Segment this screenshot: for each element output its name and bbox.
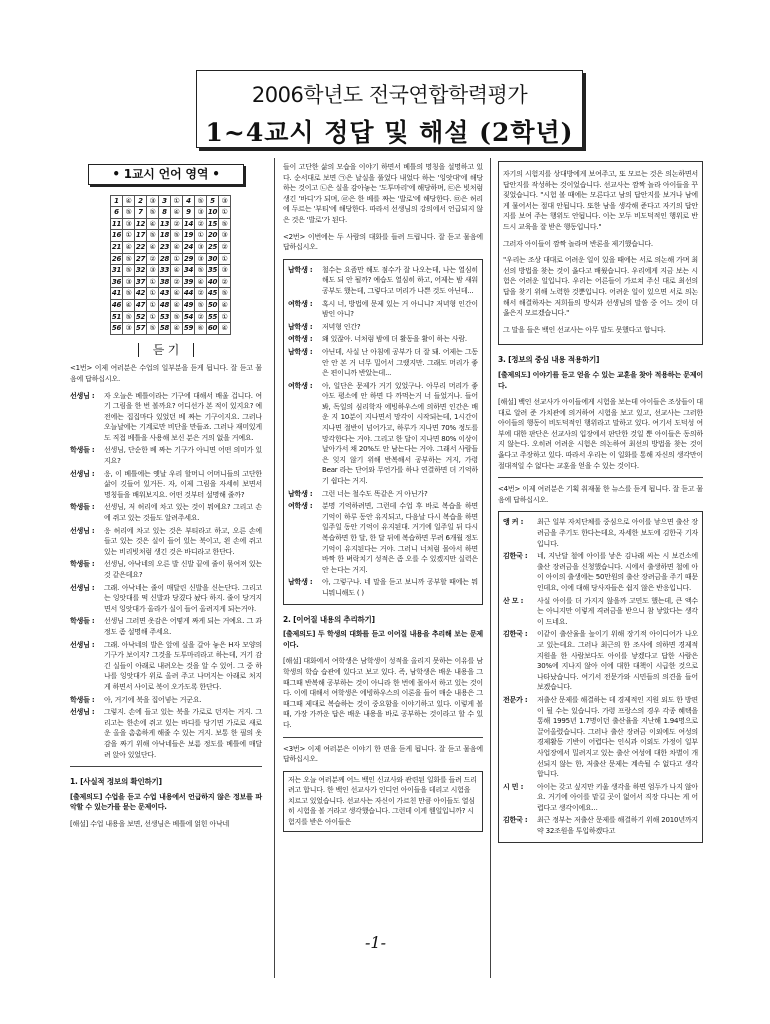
speaker: 학생들 :	[70, 446, 95, 455]
answer-choice: ⑤	[195, 299, 207, 311]
utterance: 아이는 갖고 싶지만 키울 생각을 하면 엄두가 나지 않아요. 거기에 아이를 맡길 곳이 없어서 직장 다니는 게 어렵다고 생각이에요...	[537, 782, 698, 812]
question-number: 58	[159, 323, 171, 335]
q2-title: 2. [이어질 내용의 추리하기]	[283, 614, 375, 624]
answer-choice: ②	[195, 288, 207, 300]
dialog-line	[70, 583, 262, 615]
question-number: 46	[111, 299, 123, 311]
dialog-4	[498, 511, 703, 842]
story-p3: "우리는 조상 대대로 어려운 일이 있을 때에는 서로 의논해 가며 최선의 방법을 찾는 것이 옳다고 배웠습니다. 우리에게 지금 보는 시험은 어려운 일입니다. 우리는 어른들이 가르쳐 주신 대로 최선의 답을 찾기 위해 노력한 것뿐입니다. 어려운 일이 있으면 서로 의논해서 해결하자는 저희들의 방식과 선생님의 말씀 중 어느 것이 더 옳은지 모르겠습니다."	[503, 256, 698, 318]
answer-choice: ⑤	[195, 195, 207, 207]
utterance: 자 오늘은 베틀이라는 기구에 대해서 배울 겁니다. 여기 그림을 한 번 볼까요? 어디선가 본 적이 있지요? 예전에는 집집마다 있었던 베 짜는 기구이지요. 그러나 오늘날에는 기계로만 비단을 만들죠. 그러나 재미있게도 직접 베틀을 사용해 보신 분은 거의 없을 거예요.	[104, 391, 262, 442]
answer-choice: ⑤	[123, 265, 135, 277]
question-number: 25	[207, 241, 219, 253]
dialog-line	[288, 501, 478, 575]
dialog-line	[288, 334, 478, 345]
answer-choice: ③	[195, 207, 207, 219]
speaker: 남학생 :	[288, 347, 313, 356]
speaker: 산 모 :	[503, 596, 524, 605]
utterance: 아, 일단은 문제가 거기 있었구나. 아무리 머리가 좋아도 평소에 안 하면 다 까먹는거 너 들었거나. 들어봐, 독일의 심리학자 에빙하우스에 의하면 인간은 배운 지 10분이 지나면서 망각이 시작되는데, 1시간이 지나면 절반이 넘어가고, 하루가 지나면 70% 정도를 망각한다는 거야. 그리고 한 달이 지나면 80% 이상이 날아가서 채 20%도 안 남는다는 거야. 그래서 사람들은 잊지 않기 위해 반복해서 공부하는 거지, 가령 Bear 라는 단어와 무언가를 하나 연결하면 더 기억하기 쉽다는 거지.	[322, 381, 478, 486]
answer-row	[111, 323, 231, 335]
answer-choice: ④	[171, 265, 183, 277]
dialog-line	[70, 526, 262, 558]
question-number: 48	[159, 299, 171, 311]
answer-choice: ③	[219, 265, 231, 277]
answer-choice: ④	[171, 241, 183, 253]
speaker: 시 민 :	[503, 782, 524, 791]
answer-choice: ⑤	[171, 230, 183, 242]
speaker: 앵 커 :	[503, 518, 524, 527]
question-number: 4	[183, 195, 195, 207]
dialog-line	[288, 381, 478, 487]
q1-comment-cont: 들이 고단한 삶의 모습을 이야기 하면서 베틀의 명칭을 설명하고 있다. 순서대로 보면 ㉠은 날실을 풀었다 내었다 하는 '잉앗대'에 해당하는 것이고 ㉡은 실을 감아놓는 '도투마리'에 해당하며, ㉢은 빗처럼 생긴 '바디'가 되며, ㉣은 한 베를 짜는 '발로'에 해당한다. ㉤은 허리에 두르는 '부티'에 해당한다. 따라서 선생님의 강의에서 언급되지 않은 것은 '발로'가 된다.	[283, 163, 483, 224]
question-number: 45	[207, 288, 219, 300]
answer-choice: ⑤	[219, 288, 231, 300]
answer-choice: ③	[123, 323, 135, 335]
section-label: • 1교시 언어 영역 •	[88, 164, 244, 185]
dialog-line	[70, 469, 262, 501]
q1-intent: [출제의도] 수업을 듣고 수업 내용에서 언급하지 않은 정보를 파악할 수 있는가를 묻는 문제이다.	[70, 792, 262, 812]
question-number: 19	[183, 230, 195, 242]
question-number: 24	[183, 241, 195, 253]
answer-choice: ②	[195, 311, 207, 323]
divider	[498, 477, 703, 478]
utterance: 그래. 아낙네의 발은 앞에 실을 갈아 놓은 H자 모양의 기구가 보이지? 그것을 도투마리라고 하는데, 거기 감긴 실들이 아래로 내려오는 것을 알 수 있어. 그 중 하나를 잉앗대가 위로 올려 주고 나머지는 아래로 처지게 하면서 사이로 북이 오가도록 한단다.	[104, 640, 262, 691]
answer-choice: ②	[171, 276, 183, 288]
utterance: 응, 이 베틀에는 옛날 우리 할머니 어머니들의 고단한 삶이 깃들어 있거든. 자, 이제 그림을 자세히 보면서 명칭들을 배워보지요. 어떤 것부터 설명해 줄까?	[104, 469, 262, 499]
question-number: 36	[111, 276, 123, 288]
speaker: 학생들 :	[70, 560, 95, 569]
answer-choice: ①	[147, 276, 159, 288]
question-number: 14	[183, 218, 195, 230]
answer-choice: ④	[195, 276, 207, 288]
answer-choice: ②	[171, 218, 183, 230]
utterance: 그렇지. 손에 들고 있는 북을 가로로 던지는 거지. 그리고는 한손에 쥐고 있는 바디를 당기면 가로로 새로운 올을 촘촘하게 해줄 수 있는 거지. 보통 한 필의 옷감을 짜기 위해 아낙네들은 보름 정도를 베틀에 매달려 앉아 있었단다.	[104, 708, 262, 759]
speaker: 김한국 :	[503, 630, 528, 639]
utterance: 아닌데, 사실 난 아침에 공부가 더 잘 돼. 어제는 그동안 안 본 거 너무 밀어서 그랬지만. 그래도 머리가 좋은 편이니까 반았는데...	[322, 347, 478, 378]
column-divider	[490, 158, 491, 978]
answer-choice: ③	[123, 218, 135, 230]
utterance: 혹시 너, 방법에 문제 있는 거 아니니? 저녁형 인간이 밤인 아니?	[322, 299, 478, 319]
question-number: 55	[207, 311, 219, 323]
q4-intro: <4번> 이제 여러분은 기획 취재물 한 뉴스를 듣게 됩니다. 잘 듣고 물음에 답하십시오.	[498, 485, 703, 504]
question-number: 60	[207, 323, 219, 335]
dialog-line	[503, 551, 698, 593]
utterance: 저출산 문제를 해결하는 데 경제적인 지원 외도 한 방편이 될 수는 있습니다. 가령 프랑스의 경우 각종 혜택을 통해 1995년 1.7명이던 출산율을 지난해 1.94명으로 끌어올렸습니다. 그러나 출산 장려금 이외에도 여성의 경제활동 기반이 어렵다는 인식과 이외도 가정이 일부 사업장에서 밀려지고 있는 출산 여성에 대한 차별이 개선되지 않는 한, 저출산 문제는 계속될 수 없다고 생각합니다.	[537, 695, 698, 779]
speaker: 여학생 :	[288, 299, 313, 308]
page-number: -1-	[365, 933, 386, 952]
speaker: 선생님 :	[70, 469, 95, 478]
answer-choice: ④	[147, 218, 159, 230]
question-number: 30	[207, 253, 219, 265]
question-number: 40	[207, 276, 219, 288]
answer-choice: ④	[123, 299, 135, 311]
speaker: 남학생 :	[288, 322, 313, 331]
answer-choice: ①	[219, 207, 231, 219]
utterance: 그래. 아낙네는 줄이 매달린 신발을 신는단다. 그리고는 잉앗대를 떡 신발과 당겼다 놨다 하지. 줄이 당겨지면서 잉앗대가 올라가 실이 들어 올려지게 되는거야.	[104, 583, 262, 613]
answer-choice: ④	[171, 288, 183, 300]
dialog-line	[503, 782, 698, 814]
answer-choice: ④	[219, 299, 231, 311]
answer-choice: ②	[195, 218, 207, 230]
question-number: 32	[135, 265, 147, 277]
answer-choice: ⑤	[219, 218, 231, 230]
dialog-line	[70, 707, 262, 760]
answer-choice: ⑤	[123, 207, 135, 219]
answer-choice: ①	[171, 195, 183, 207]
speaker: 전문가 :	[503, 695, 528, 704]
question-number: 44	[183, 288, 195, 300]
question-number: 21	[111, 241, 123, 253]
exam-subtitle: 1~4교시 정답 및 해설 (2학년)	[205, 118, 574, 147]
dialog-line	[70, 502, 262, 523]
dialog-line	[288, 265, 478, 297]
question-number: 13	[159, 218, 171, 230]
question-number: 15	[207, 218, 219, 230]
question-number: 52	[135, 311, 147, 323]
answer-row	[111, 311, 231, 323]
title-box	[196, 70, 583, 148]
answer-choice: ①	[195, 230, 207, 242]
answer-choice: ①	[171, 253, 183, 265]
answer-choice: ④	[171, 323, 183, 335]
dialog-line	[288, 577, 478, 598]
utterance: 선생님, 아낙네의 오른 발 신발 끝에 줄이 묶여져 있는 것 같은데요?	[104, 560, 262, 579]
answer-choice: ①	[123, 230, 135, 242]
divider	[70, 766, 262, 767]
answer-choice: ④	[171, 207, 183, 219]
answer-row	[111, 195, 231, 207]
utterance: 선생님, 단순한 베 짜는 기구가 아니면 어떤 의미가 있지요?	[104, 446, 262, 466]
dialog-line	[70, 559, 262, 580]
question-number: 11	[111, 218, 123, 230]
answer-row	[111, 299, 231, 311]
story-p4: 그 말을 들은 백인 선교사는 아무 말도 못했다고 합니다.	[503, 325, 666, 334]
question-number: 33	[159, 265, 171, 277]
utterance: 저녁형 인간?	[322, 322, 361, 331]
speaker: 김한국 :	[503, 816, 528, 825]
question-number: 28	[159, 253, 171, 265]
answer-choice: ⑤	[147, 230, 159, 242]
exam-title: 2006학년도 전국연합학력평가	[251, 83, 528, 107]
dialog-line	[70, 640, 262, 693]
speaker: 남학생 :	[288, 265, 313, 274]
q2-intro: <2번> 이번에는 두 사람의 대화를 들려 드립니다. 잘 듣고 물음에 답하십시오.	[283, 232, 483, 252]
speaker: 학생들 :	[70, 695, 95, 704]
q3-intro: <3번> 이제 여러분은 이야기 한 편을 듣게 됩니다. 잘 듣고 물음에 답하십시오.	[283, 744, 483, 764]
speaker: 여학생 :	[288, 381, 313, 390]
question-number: 51	[111, 311, 123, 323]
question-number: 31	[111, 265, 123, 277]
utterance: 최근 일부 자치단체를 중심으로 아이를 낳으면 출산 장려금을 주기도 한다는데요, 자세한 보도에 김한국 기자입니다.	[537, 518, 698, 548]
question-number: 3	[159, 195, 171, 207]
dialog-line	[70, 616, 262, 637]
answer-choice: ④	[123, 241, 135, 253]
answer-choice: ③	[219, 230, 231, 242]
question-number: 22	[135, 241, 147, 253]
utterance: 선생님 그러면 옷감은 어떻게 짜게 되는 거예요. 그 과정도 좀 설명해 주세요.	[104, 617, 262, 636]
answer-choice: ②	[219, 276, 231, 288]
question-number: 57	[135, 323, 147, 335]
question-number: 20	[207, 230, 219, 242]
question-number: 43	[159, 288, 171, 300]
answer-choice: ③	[219, 195, 231, 207]
answer-row	[111, 253, 231, 265]
question-number: 39	[183, 276, 195, 288]
divider	[283, 737, 483, 738]
question-number: 56	[111, 323, 123, 335]
answer-choice: ②	[219, 241, 231, 253]
dialog-line	[503, 517, 698, 549]
question-number: 34	[183, 265, 195, 277]
question-number: 50	[207, 299, 219, 311]
dialog-line	[503, 629, 698, 693]
answer-choice: ①	[147, 311, 159, 323]
answer-choice: ③	[195, 253, 207, 265]
question-number: 59	[183, 323, 195, 335]
story-p1: 자기의 시험지를 상대방에게 보여주고, 또 모르는 것은 의논하면서 답안지를 작성하는 것이었습니다. 선교사는 깜짝 놀라 아이들을 꾸짖었습니다. "시험 볼 때에는 모른다고 남의 답안지를 보거나 남에게 물어서는 절대 안됩니다. 또한 남을 생각해 준다고 자기의 답안지를 보여 주는 행위도 안됩니다. 이는 모두 비도덕적인 행위로 반드시 교육을 잘 받은 행동입니다."	[503, 170, 698, 231]
answer-row	[111, 265, 231, 277]
answer-choice: ①	[219, 311, 231, 323]
question-number: 9	[183, 207, 195, 219]
q1-comment: [해설] 수업 내용을 보면, 선생님은 베틀에 얽힌 아낙네	[70, 819, 230, 828]
q3-comment: [해설] 백인 선교사가 아이들에게 시험을 보는데 아이들은 조상들이 대대로 알려 준 가치관에 의거하여 시험을 보고 있고, 선교사는 그러한 아이들의 행동이 비도덕적인 행위라고 말하고 있다. 여기서 도덕성 여부에 대한 판단은 선교사의 입장에서 판단한 것일 뿐 아이들은 동의하지 않는다. 오히려 어려운 시험은 의논하여 최선의 방법을 찾는 것이 옳다고 주장하고 있다. 따라서 우리는 이 일화를 통해 자신의 생각만이 절대적일 수 없다는 교훈을 얻을 수 있는 것이다.	[498, 398, 703, 470]
column-2	[283, 158, 483, 838]
question-number: 1	[111, 195, 123, 207]
question-number: 8	[159, 207, 171, 219]
answer-row	[111, 241, 231, 253]
question-number: 10	[207, 207, 219, 219]
answer-choice: ⑤	[123, 311, 135, 323]
question-number: 2	[135, 195, 147, 207]
q1-intro: <1번> 이제 여러분은 수업의 일부분을 듣게 됩니다. 잘 듣고 물음에 답하십시오.	[70, 364, 262, 383]
speaker: 학생들 :	[70, 617, 95, 626]
speaker: 여학생 :	[288, 335, 313, 344]
answer-row	[111, 276, 231, 288]
dialog-line	[288, 347, 478, 379]
column-3	[498, 158, 703, 849]
dialog-1	[70, 391, 262, 761]
dialog-line	[288, 322, 478, 333]
question-number: 41	[111, 288, 123, 300]
column-1	[70, 158, 262, 835]
answer-choice: ⑥	[195, 323, 207, 335]
question-number: 18	[159, 230, 171, 242]
utterance: 사실 아이를 더 가지지 않을까 고민도 했는데, 큰 액수는 아니지만 이렇게 격려금을 받으니 참 낳았다는 생각이 드네요.	[537, 596, 698, 626]
utterance: 아, 거기에 북을 집어넣는 거군요.	[104, 695, 202, 704]
dialog-line	[503, 815, 698, 836]
q1-title: 1. [사실적 정보의 확인하기]	[70, 777, 162, 787]
answer-choice: ①	[147, 299, 159, 311]
question-number: 16	[111, 230, 123, 242]
utterance: 응 허리에 차고 있는 것은 부티라고 하고, 오른 손에 들고 있는 것은 실이 들어 있는 북이고, 왼 손에 쥐고 있는 비리빗처럼 생긴 것은 바디라고 한단다.	[104, 526, 262, 556]
q3-title: 3. [정보의 중심 내용 적용하기]	[498, 355, 600, 365]
story-p2: 그러자 아이들이 깜짝 놀라며 반론을 제기했습니다.	[503, 239, 653, 248]
question-number: 17	[135, 230, 147, 242]
speaker: 선생님 :	[70, 391, 95, 400]
answer-choice: ③	[147, 195, 159, 207]
question-number: 12	[135, 218, 147, 230]
q3-intent: [출제의도] 이야기를 듣고 얻을 수 있는 교훈을 찾아 적용하는 문제이다.	[498, 370, 703, 390]
utterance: 아, 그렇구나. 네 말을 듣고 보니까 공부할 때에는 뭐니뭐니해도 ( )	[322, 578, 478, 597]
answer-choice: ③	[123, 276, 135, 288]
column-divider	[274, 158, 275, 978]
question-number: 47	[135, 299, 147, 311]
speaker: 김한국 :	[503, 552, 528, 561]
utterance: 왜 있잖아. 너처럼 밤에 더 활동을 활이 하는 사람.	[322, 335, 467, 344]
speaker: 선생님 :	[70, 526, 95, 535]
answer-choice: ⑤	[123, 288, 135, 300]
answer-row	[111, 218, 231, 230]
answer-choice: ⑤	[195, 265, 207, 277]
answer-choice: ④	[171, 299, 183, 311]
speaker: 학생들 :	[70, 503, 95, 512]
listening-heading: 듣 기	[70, 345, 262, 356]
speaker: 선생님 :	[70, 583, 95, 592]
answer-choice: ④	[147, 241, 159, 253]
utterance: 이같이 출산율을 높이기 위해 장기적 아이디어가 나오고 있는데요. 그러나 최근의 한 조사에 의하면 경제적 지원을 한 사람보다도 아이를 낳겠다고 답한 사람은 30%에 지나지 않아 이에 대한 대책이 시급한 것으로 나타났습니다. 여기서 전문가와 시민들의 의견을 들어 보겠습니다.	[537, 630, 698, 692]
question-number: 42	[135, 288, 147, 300]
answer-choice: ④	[219, 323, 231, 335]
question-number: 54	[183, 311, 195, 323]
dialog-line	[503, 596, 698, 628]
utterance: 선생님, 저 허리에 차고 있는 것이 뭐예요? 그리고 손에 쥐고 있는 것들도 알려주세요.	[104, 503, 262, 523]
speaker: 선생님 :	[70, 708, 95, 717]
question-number: 35	[207, 265, 219, 277]
dialog-line	[70, 445, 262, 466]
answer-choice: ①	[219, 253, 231, 265]
utterance: 분명 기억하려면, 그런데 수업 후 바로 복습을 하면 기억이 하루 동안 유지되고, 다음날 다시 복습을 하면 일주일 동안 기억이 유지된대. 거기에 일주일 뒤 다시 복습하면 한 달, 한 달 뒤에 복습하면 무려 6개월 정도 기억이 유지된다는 거야. 그러니 너처럼 몰아서 하면 바짝 한 벼락치기 성적은 좀 오를 수 있겠지만 실력은 안 는다는 거지.	[322, 502, 478, 574]
question-number: 6	[111, 207, 123, 219]
speaker: 남학생 :	[288, 578, 313, 587]
answer-row	[111, 288, 231, 300]
utterance: 네, 지난달 철에 아이를 낳은 김나래 씨는 시 보건소에 출산 장려금을 신청했습니다. 시에서 출생하면 철에 아이 아이의 출생에는 50만원의 출산 장려금을 주기 때문인데요, 이에 대해 당사자들은 쉽지 않은 반응입니다.	[537, 552, 698, 592]
answer-choice: ①	[147, 288, 159, 300]
question-number: 37	[135, 276, 147, 288]
answer-choice: ⑤	[147, 323, 159, 335]
story-text: 저는 오늘 여러분께 어느 백인 신교사와 관련된 일화를 들려 드리려고 합니다. 한 백인 선교사가 인디언 아이들을 데리고 시험을 치르고 있었습니다. 선교사는 자신이 가르친 만큼 아이들도 열심히 시험을 볼 거라고 생각했습니다. 그런데 이게 웬일입니까? 시험지를 받은 아이들은	[288, 775, 477, 827]
answer-choice: ②	[147, 253, 159, 265]
answer-row	[111, 230, 231, 242]
dialog-line	[503, 695, 698, 780]
question-number: 38	[159, 276, 171, 288]
answer-table	[110, 195, 231, 335]
speaker: 선생님 :	[70, 640, 95, 649]
dialog-line	[288, 489, 478, 500]
utterance: 그런 너는 철수도 똑같은 거 아닌가?	[322, 489, 428, 498]
answer-row	[111, 207, 231, 219]
question-number: 26	[111, 253, 123, 265]
question-number: 49	[183, 299, 195, 311]
story-box	[283, 771, 483, 832]
answer-choice: ④	[123, 195, 135, 207]
utterance: 철수는 요즘만 해도 점수가 잘 나오는데, 나는 열심히 해도 되 안 될까? 예습도 열심히 하고, 어제는 밤 새워 공부도 했는데, 그렇다고 머리가 나쁜 것도 아닌데...	[322, 265, 478, 295]
question-number: 7	[135, 207, 147, 219]
story-box-cont	[498, 161, 703, 345]
dialog-line	[70, 391, 262, 444]
q2-comment: [해설] 대화에서 여학생은 남학생이 성적을 올리지 못하는 이유를 남학생의 학습 습관에 있다고 보고 있다. 즉, 남학생은 배운 내용을 그때그때 반복해 공부하는 것이 아니라 한 번에 몰아서 하고 있는 것이다. 이에 대해서 여학생은 에빙하우스의 이론을 들어 매순 내용은 그때그때 제대로 복습하는 것이 중요함을 이야기하고 있다. 이렇게 볼 때, 가장 가까운 답은 배운 내용을 바로 공부하는 것이라고 할 수 있다.	[283, 657, 483, 729]
answer-choice: ⑤	[171, 311, 183, 323]
dialog-line	[288, 299, 478, 320]
question-number: 27	[135, 253, 147, 265]
question-number: 29	[183, 253, 195, 265]
q2-intent: [출제의도] 두 학생의 대화를 듣고 이어질 내용을 추리해 보는 문제이다.	[283, 630, 483, 649]
speaker: 여학생 :	[288, 502, 313, 511]
dialog-2	[283, 259, 483, 605]
speaker: 남학생 :	[288, 489, 313, 498]
utterance: 최근 정부는 저출산 문제를 해결하기 위해 2010년까지 약 32조원을 투입하겠다고	[537, 816, 698, 836]
question-number: 23	[159, 241, 171, 253]
question-number: 53	[159, 311, 171, 323]
answer-choice: ⑤	[123, 253, 135, 265]
dialog-line	[70, 695, 262, 706]
answer-choice: ③	[147, 265, 159, 277]
answer-choice: ③	[195, 241, 207, 253]
answer-choice: ⑤	[147, 207, 159, 219]
question-number: 5	[207, 195, 219, 207]
